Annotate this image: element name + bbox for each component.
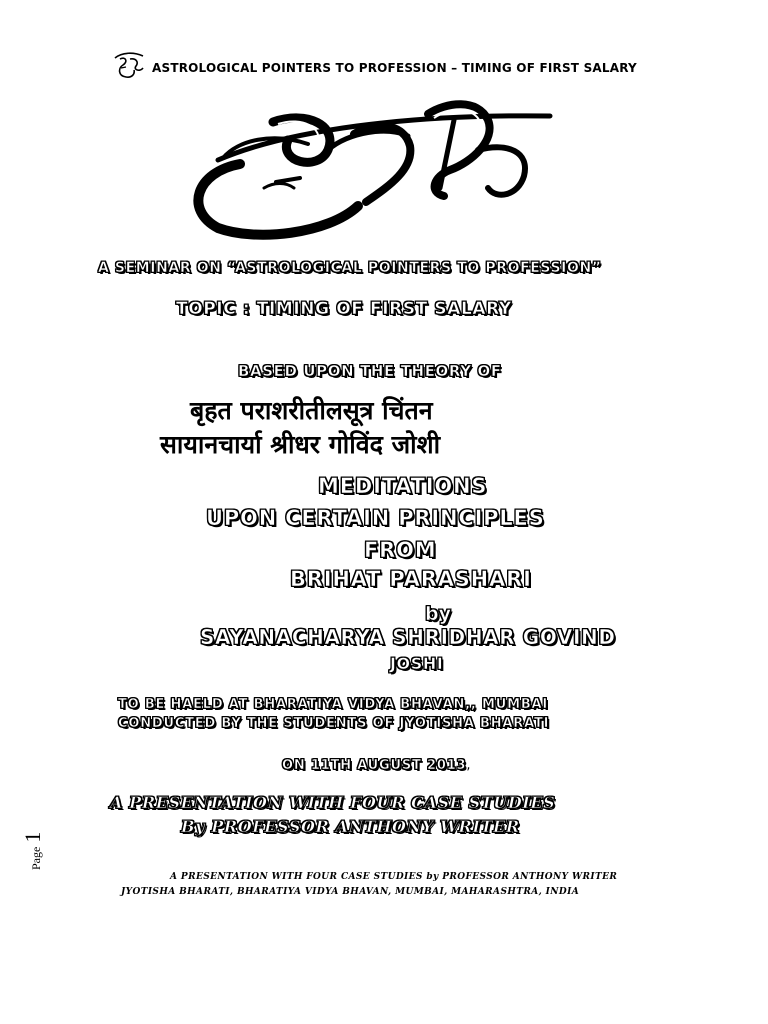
organizer-line: CONDUCTED BY THE STUDENTS OF JYOTISHA BHARATI <box>118 716 550 731</box>
meditations-line: BRIHAT PARASHARI <box>290 567 532 591</box>
theory-heading: BASED UPON THE THEORY OF <box>238 362 502 380</box>
header-title: ASTROLOGICAL POINTERS TO PROFESSION – TIMING OF FIRST SALARY <box>152 61 637 75</box>
event-date-comma: , <box>466 758 472 773</box>
meditations-line: UPON CERTAIN PRINCIPLES <box>206 506 545 530</box>
topic-title: TOPIC : TIMING OF FIRST SALARY <box>176 299 512 319</box>
page-header <box>112 50 637 80</box>
page-word: Page <box>29 846 43 870</box>
footer-line1: A PRESENTATION WITH FOUR CASE STUDIES by PROFESSOR ANTHONY WRITER <box>170 872 618 882</box>
by-label: by <box>425 603 451 625</box>
venue-line: TO BE HAELD AT BHARATIYA VIDYA BHAVAN,, MUMBAI <box>118 697 549 712</box>
author-name-line2: JOSHI <box>390 654 444 673</box>
event-date <box>282 758 471 773</box>
presentation-line2: By PROFESSOR ANTHONY WRITER <box>181 817 520 836</box>
shree-logo-icon <box>112 50 146 80</box>
seminar-title: A SEMINAR ON “ASTROLOGICAL POINTERS TO PROFESSION” <box>98 260 602 276</box>
hindi-title-line2: सायानचार्या श्रीधर गोविंद जोशी <box>160 430 441 459</box>
shree-large-logo-icon <box>178 92 568 240</box>
page-number: 1 <box>20 831 45 843</box>
footer-line2: JYOTISHA BHARATI, BHARATIYA VIDYA BHAVAN, MUMBAI, MAHARASHTRA, INDIA <box>121 887 580 897</box>
page-number-label <box>20 830 80 870</box>
meditations-line: FROM <box>364 538 437 562</box>
event-date-text: ON 11TH AUGUST 2013 <box>282 758 467 773</box>
meditations-line: MEDITATIONS <box>318 474 488 498</box>
hindi-title-line1: बृहत पराशरीतीलसूत्र चिंतन <box>190 396 433 425</box>
author-name-line1: SAYANACHARYA SHRIDHAR GOVIND <box>200 625 616 649</box>
presentation-line1: A PRESENTATION WITH FOUR CASE STUDIES <box>110 793 556 812</box>
